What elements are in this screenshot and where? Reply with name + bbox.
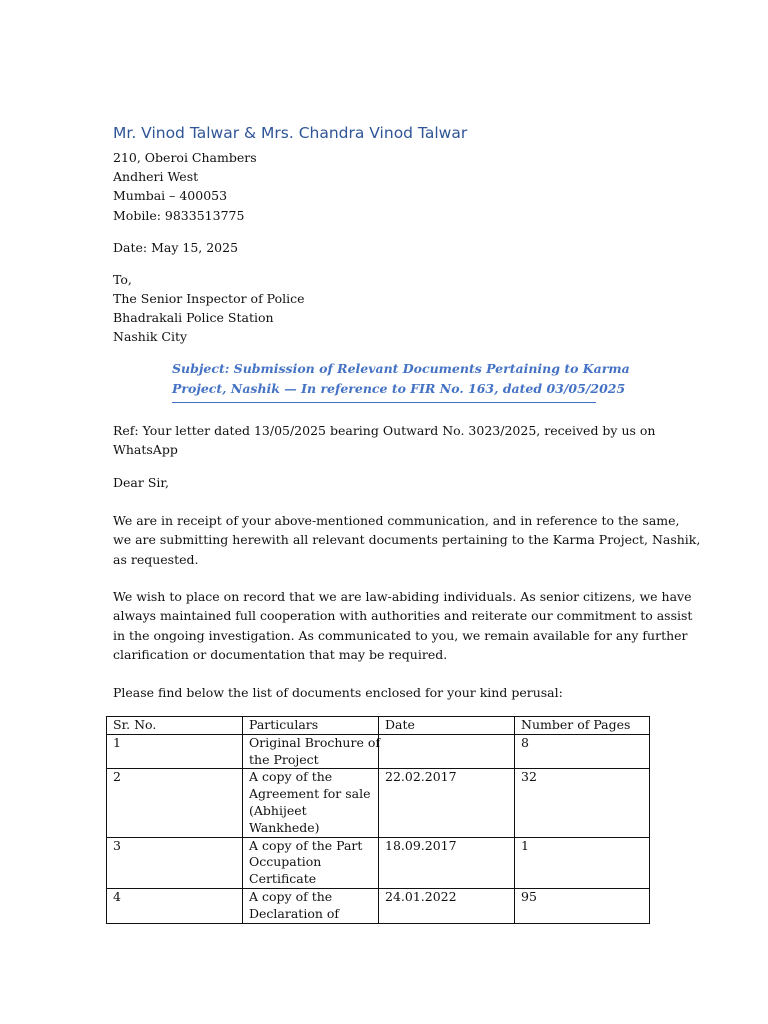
paragraph-line: We are in receipt of your above-mentioned communication, and in reference to the same, <box>113 513 680 528</box>
cell-date <box>379 734 515 769</box>
particulars-line: the Project <box>249 751 319 767</box>
particulars-line: Certificate <box>249 871 317 887</box>
particulars-line: Wankhede) <box>249 819 320 835</box>
sender-address-line: Andheri West <box>113 169 199 184</box>
cell-date: 22.02.2017 <box>379 769 515 837</box>
paragraph-cooperation <box>113 587 693 664</box>
cell-sr-no: 1 <box>107 734 243 769</box>
salutation: Dear Sir, <box>113 475 169 490</box>
cell-pages: 32 <box>515 769 650 837</box>
sender-address-line: 210, Oberoi Chambers <box>113 150 257 165</box>
cell-pages: 95 <box>515 888 650 923</box>
header-sr-no: Sr. No. <box>107 717 243 735</box>
table-row <box>107 837 650 888</box>
recipient-line: The Senior Inspector of Police <box>113 291 305 306</box>
letter-date: Date: May 15, 2025 <box>113 240 239 255</box>
particulars-line: Original Brochure of <box>249 734 380 750</box>
recipient-line: To, <box>113 272 132 287</box>
cell-particulars <box>243 734 379 769</box>
particulars-line: A copy of the <box>249 888 333 904</box>
cell-sr-no: 3 <box>107 837 243 888</box>
table-row <box>107 734 650 769</box>
paragraph-line: We wish to place on record that we are law-abiding individuals. As senior citizens, we have <box>113 589 692 604</box>
documents-table <box>106 716 650 924</box>
particulars-line: A copy of the <box>249 769 333 785</box>
cell-sr-no: 4 <box>107 888 243 923</box>
cell-sr-no: 2 <box>107 769 243 837</box>
table-row <box>107 888 650 923</box>
particulars-line: Agreement for sale <box>249 786 371 802</box>
recipient-line: Nashik City <box>113 329 188 344</box>
paragraph-line: always maintained full cooperation with authorities and reiterate our commitment to assist <box>113 608 693 624</box>
sender-mobile: Mobile: 9833513775 <box>113 208 245 223</box>
table-row <box>107 769 650 837</box>
paragraph-line: as requested. <box>113 551 199 567</box>
paragraph-line: clarification or documentation that may be required. <box>113 646 448 662</box>
reference-block <box>113 421 658 460</box>
cell-date: 24.01.2022 <box>379 888 515 923</box>
sender-name: Mr. Vinod Talwar & Mrs. Chandra Vinod Talwar <box>113 124 468 142</box>
sender-address-line: Mumbai – 400053 <box>113 188 228 203</box>
table-header-row <box>107 717 650 735</box>
paragraph-receipt <box>113 511 701 569</box>
particulars-line: Declaration of <box>249 905 340 921</box>
subject-line: Project, Nashik — In reference to FIR No. 163, dated 03/05/2025 <box>172 380 626 396</box>
cell-pages: 8 <box>515 734 650 769</box>
header-particulars: Particulars <box>243 717 379 735</box>
cell-date: 18.09.2017 <box>379 837 515 888</box>
list-intro: Please find below the list of documents enclosed for your kind perusal: <box>113 685 563 700</box>
particulars-line: (Abhijeet <box>249 802 307 818</box>
cell-particulars <box>243 888 379 923</box>
particulars-line: Occupation <box>249 854 322 870</box>
header-pages: Number of Pages <box>515 717 650 735</box>
cell-particulars <box>243 837 379 888</box>
subject-line: Subject: Submission of Relevant Documents Pertaining to Karma <box>172 361 630 376</box>
particulars-line: A copy of the Part <box>249 837 363 853</box>
paragraph-line: we are submitting herewith all relevant documents pertaining to the Karma Project, Nashik, <box>113 532 701 548</box>
reference-line: WhatsApp <box>113 442 178 458</box>
recipient-line: Bhadrakali Police Station <box>113 310 274 325</box>
reference-line: Ref: Your letter dated 13/05/2025 bearing Outward No. 3023/2025, received by us on <box>113 423 656 438</box>
subject-block <box>172 359 630 403</box>
header-date: Date <box>379 717 515 735</box>
paragraph-line: in the ongoing investigation. As communicated to you, we remain available for any further <box>113 627 688 643</box>
cell-pages: 1 <box>515 837 650 888</box>
cell-particulars <box>243 769 379 837</box>
